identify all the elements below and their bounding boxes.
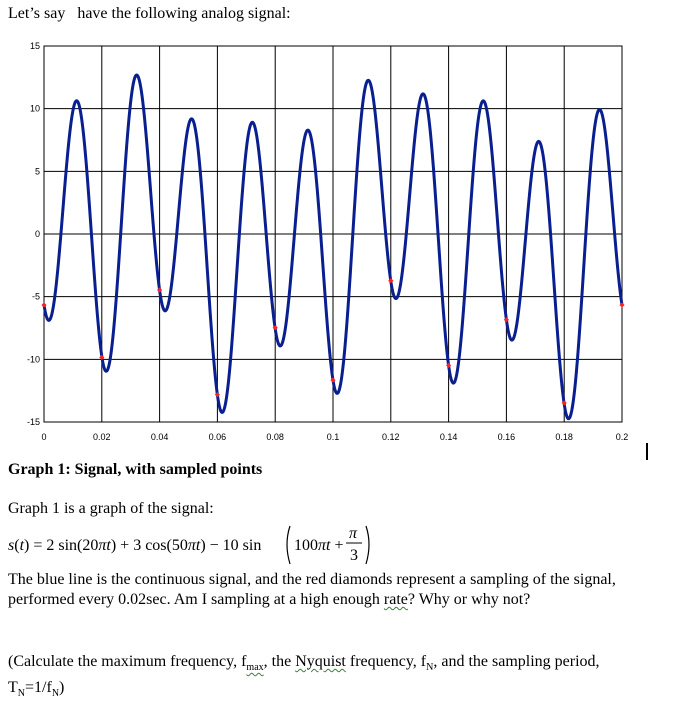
svg-text:π: π	[349, 525, 358, 542]
hint-text: (Calculate the maximum frequency, $f_{max}$, the Nyquist frequency, $f_N$, and the sampling period, $T_N=1/f_N$)	[8, 653, 600, 700]
sample-point-diamond	[446, 363, 451, 368]
y-tick-label: 5	[34, 166, 40, 177]
signal-chart	[0, 38, 640, 444]
sample-point-diamond	[41, 302, 46, 307]
nyquist-word: Nyquist	[295, 653, 346, 670]
y-tick-label: 10	[29, 103, 40, 114]
x-tick-label: 0.16	[497, 432, 516, 442]
svg-text:100πt +: 100πt +	[294, 537, 344, 554]
sample-point-diamond	[157, 287, 162, 292]
x-tick-label: 0.04	[150, 432, 169, 442]
x-tick-label: 0.12	[382, 432, 400, 442]
sample-point-diamond	[215, 392, 220, 397]
x-tick-label: 0.06	[208, 432, 227, 442]
y-tick-labels	[27, 41, 40, 427]
y-tick-label: -15	[26, 417, 40, 427]
x-tick-label: 0	[41, 432, 47, 442]
sample-point-diamond	[504, 317, 509, 322]
x-tick-labels	[41, 432, 628, 442]
svg-text:s(t) = 2 sin(20πt) + 3 cos(50π: s(t) = 2 sin(20πt) + 3 cos(50πt) − 10 sin	[8, 537, 262, 554]
y-tick-label: 0	[34, 229, 40, 239]
x-tick-label: 0.1	[326, 432, 340, 442]
sample-point-diamond	[619, 302, 624, 307]
x-tick-label: 0.02	[93, 432, 111, 442]
signal-formula	[8, 520, 388, 568]
graph-title: Graph 1: Signal, with sampled points	[8, 461, 263, 478]
text-cursor	[646, 443, 648, 460]
x-tick-label: 0.2	[615, 432, 629, 442]
y-tick-label: 15	[29, 41, 40, 51]
y-tick-label: -5	[31, 291, 40, 302]
graph-description: Graph 1 is a graph of the signal:	[8, 500, 214, 517]
y-tick-label: -10	[26, 354, 40, 365]
question-text: The blue line is the continuous signal, and the red diamonds represent a sampling of the signal, performed every 0.02sec. Am I sampling at a high enough rate? Why or why not?	[8, 571, 616, 608]
x-tick-label: 0.18	[555, 432, 573, 442]
x-tick-label: 0.08	[266, 432, 284, 442]
intro-text: Let’s say have the following analog signal:	[8, 5, 291, 22]
rate-word: rate	[383, 591, 408, 608]
svg-text:3: 3	[350, 547, 358, 564]
x-tick-label: 0.14	[439, 432, 458, 442]
